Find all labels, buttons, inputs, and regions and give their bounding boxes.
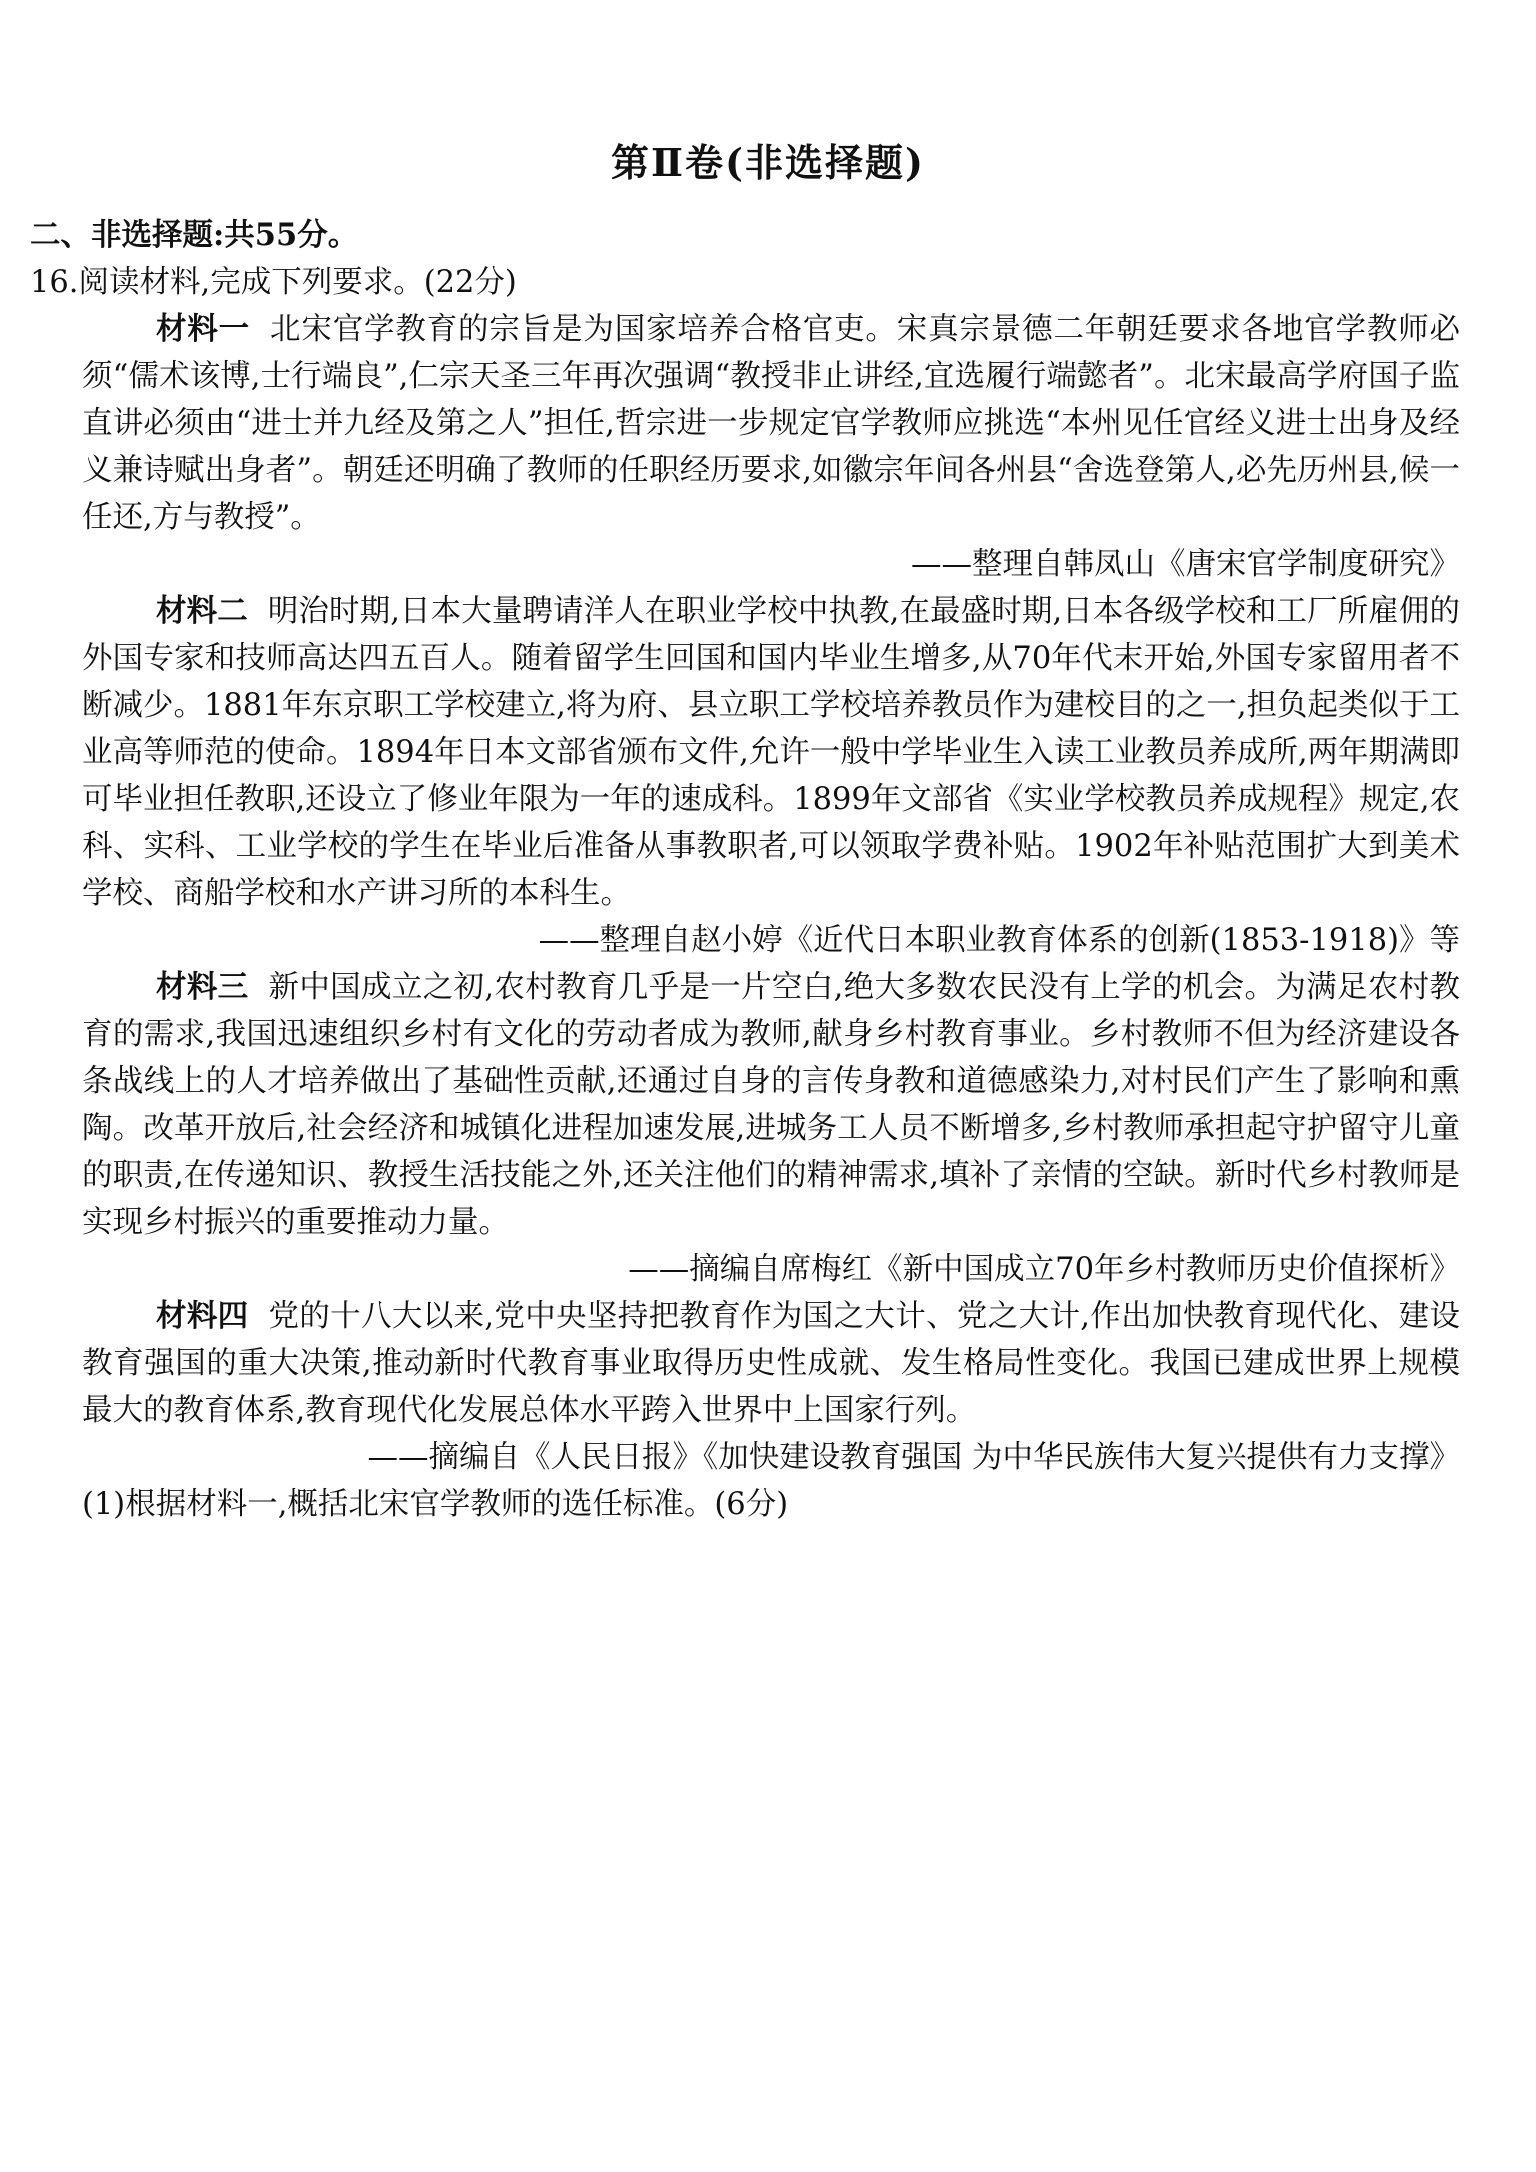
material-4-label: 材料四 [156,1299,249,1334]
material-1-text: 北宋官学教育的宗旨是为国家培养合格官吏。宋真宗景德二年朝廷要求各地官学教师必须“儒术该博,士行端良”,仁宗天圣三年再次强调“教授非止讲经,宜选履行端懿者”。北宋最高学府国子监直讲必须由“进士并九经及第之人”担任,哲宗进一步规定官学教师应挑选“本州见任官经义进士出身及经义兼诗赋出身者”。朝廷还明确了教师的任职经历要求,如徽宗年间各州县“舍选登第人,必先历州县,候一任还,方与教授”。 [82,312,1461,535]
material-2-source: ——整理自赵小婷《近代日本职业教育体系的创新(1853-1918)》等 [538,923,1460,958]
material-2-text: 明治时期,日本大量聘请洋人在职业学校中执教,在最盛时期,日本各级学校和工厂所雇佣的外国专家和技师高达四五百人。随着留学生回国和国内毕业生增多,从70年代末开始,外国专家留用者不断减少。1881年东京职工学校建立,将为府、县立职工学校培养教员作为建校目的之一,担负起类似于工业高等师范的使命。1894年日本文部省颁布文件,允许一般中学毕业生入读工业教员养成所,两年期满即可毕业担任教职,还设立了修业年限为一年的速成科。1899年文部省《实业学校教员养成规程》规定,农科、实科、工业学校的学生在毕业后准备从事教职者,可以领取学费补贴。1902年补贴范围扩大到美术学校、商船学校和水产讲习所的本科生。 [82,594,1461,911]
material-3-label: 材料三 [156,970,249,1005]
material-2-label: 材料二 [156,594,248,629]
material-3-source: ——摘编自席梅红《新中国成立70年乡村教师历史价值探析》 [628,1252,1460,1287]
material-2 [30,588,1460,917]
material-1-source: ——整理自韩凤山《唐宋官学制度研究》 [911,547,1460,582]
material-4-text: 党的十八大以来,党中央坚持把教育作为国之大计、党之大计,作出加快教育现代化、建设教育强国的重大决策,推动新时代教育事业取得历史性成就、发生格局性变化。我国已建成世界上规模最大的教育体系,教育现代化发展总体水平跨入世界中上国家行列。 [82,1299,1461,1428]
material-1 [30,306,1460,541]
sub-question-1: (1)根据材料一,概括北宋官学教师的选任标准。(6分) [82,1487,789,1522]
section-heading: 二、非选择题:共55分。 [30,217,359,253]
question-content [30,212,1460,1528]
question-16-heading: 16.阅读材料,完成下列要求。(22分) [30,265,517,300]
material-3-text: 新中国成立之初,农村教育几乎是一片空白,绝大多数农民没有上学的机会。为满足农村教育的需求,我国迅速组织乡村有文化的劳动者成为教师,献身乡村教育事业。乡村教师不但为经济建设各条战线上的人才培养做出了基础性贡献,还通过自身的言传身教和道德感染力,对村民们产生了影响和熏陶。改革开放后,社会经济和城镇化进程加速发展,进城务工人员不断增多,乡村教师承担起守护留守儿童的职责,在传递知识、教授生活技能之外,还关注他们的精神需求,填补了亲情的空缺。新时代乡村教师是实现乡村振兴的重要推动力量。 [82,970,1461,1240]
material-1-label: 材料一 [156,312,251,347]
material-4-source: ——摘编自《人民日报》《加快建设教育强国 为中华民族伟大复兴提供有力支撑》 [367,1440,1460,1475]
material-4 [30,1293,1460,1434]
paper-section-title: 第Ⅱ卷(非选择题) [611,140,925,185]
material-3 [30,964,1460,1246]
